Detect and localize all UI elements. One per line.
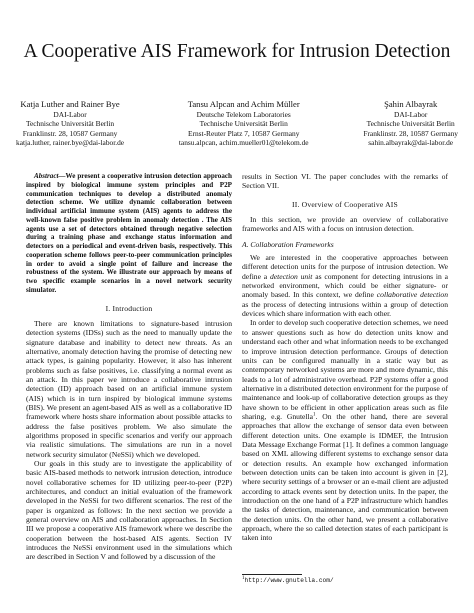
author-names: Katja Luther and Rainer Bye	[20, 99, 120, 109]
author-email: sahin.albayrak@dai-labor.de	[368, 137, 454, 147]
section-heading-overview: II. Overview of Cooperative AIS	[292, 199, 398, 209]
paragraph: results in Section VI. The paper concludes with the remarks of Section VII.	[242, 172, 448, 191]
author-affiliation: Deutsche Telekom Laboratories	[196, 110, 291, 119]
subsection-heading: A. Collaboration Frameworks	[242, 239, 334, 249]
paragraph: Our goals in this study are to investigate the applicability of basic AIS-based methods to network intrusion detection, introduce novel collaborative schemes for ID utilizing peer-to-peer (P2P) architectures, and conduct an initial evaluation of the framework developed in the NeSSi for two different scenarios. The rest of the paper is organized as follows: In the next section we provide a general overview on AIS and collaboration approaches. In Section III we propose a cooperative AIS framework where we describe the cooperation between the host-based AIS agents. Section IV introduces the NeSSi environment used in the simulations which are described in Section V and followed by a discussion of the	[26, 459, 232, 562]
author-block	[16, 99, 458, 147]
section-heading-introduction: I. Introduction	[105, 303, 153, 313]
text-run: We are interested in the cooperative approaches between different detection units for the purpose of intrusion detection. We define a	[242, 253, 448, 281]
footnote-marker: 1	[313, 412, 316, 418]
author-address: Ernst-Reuter Platz 7, 10587 Germany	[188, 128, 300, 138]
footnote-number: 1	[242, 575, 245, 581]
author-names: Tansu Alpcan and Achim Müller	[187, 99, 300, 109]
text-run: In order to develop such cooperative detection schemes, we need to answer questions such as how do detection units know and understand each other and what information needs to be exchanged to improve intrusion detection performance. Groups of detection units can be configured manually in a static way but as contemporary networked systems are more and more dynamic, this leads to a lot of administrative overhead. P2P systems offer a good alternative in a distributed detection environment for the purpose of maintenance and look-up of collaborative detection groups as they have shown to be efficient in other application areas such as file sharing, e.g. Gnutella	[242, 318, 448, 421]
author-address: Franklinstr. 28, 10587 Germany	[22, 128, 118, 138]
author-affiliation: DAI-Labor	[53, 110, 87, 119]
author-institution: Technische Universität Berlin	[366, 119, 455, 129]
text-run: as component for detecting intrusions in a networked environment, which could be either signature- or anomaly based. In this context, we define	[242, 271, 449, 300]
term-emphasis: collaborative detection	[376, 290, 448, 300]
footnote-divider	[242, 574, 302, 575]
paper-title: A Cooperative AIS Framework for Intrusion Detection	[23, 41, 451, 62]
author-email: katja.luther, rainer.bye@dai-labor.de	[16, 137, 125, 147]
abstract-lead: Abstract—	[34, 172, 66, 180]
author-affiliation: DAI-Labor	[394, 110, 428, 119]
right-column	[242, 172, 448, 543]
footnote	[242, 577, 334, 585]
text-run: . On the other hand, there are several approaches that allow the exchange of sensor data even between different detection units. One example is IDMEF, the Intrusion Data Message Exchange Format [1]. It defines a common language based on XML allowing different systems to exchange sensor data or detection results. An example how exchanged information between detection units can be taken into account is given in [2], where security settings of a browser or an e-mail client are adjusted according to attack events sent by detection units. In the paper, the introduction on the one hand of a P2P infrastructure which handles the tasks of detection, maintenance, and communication between the detection units. On the other hand, we present a collaborative approach, where the so called detection states of each participant is taken into	[242, 411, 448, 543]
term-emphasis: detection unit	[269, 271, 313, 281]
author-institution: Technische Universität Berlin	[25, 119, 115, 129]
paragraph	[242, 253, 448, 318]
author-email: tansu.alpcan, achim.mueller01@telekom.de	[178, 137, 309, 147]
left-column	[26, 172, 232, 562]
paragraph	[242, 318, 448, 542]
abstract-text: We present a cooperative intrusion detection approach inspired by biological immune system principles and P2P communication techniques to develop a distributed anomaly detection scheme. We utilize dynamic collaboration between individual artificial immune system (AIS) agents to address the well-known false positive problem in anomaly detection . The AIS agents use a set of detectors obtained through negative selection during a training phase and exchange status information and detectors on a periodical and event-driven basis, respectively. This cooperation scheme follows peer-to-peer communication principles in order to avoid a single point of failure and increase the robustness of the system. We illustrate our approach by means of two specific example scenarios in a novel network security simulator.	[26, 172, 232, 294]
text-run: as the process of detecting intrusions within a group of detection devices which share information with each other.	[242, 299, 448, 319]
author-address: Franklinstr. 28, 10587 Germany	[363, 128, 458, 138]
author-names: Şahin Albayrak	[384, 99, 438, 109]
author-institution: Technische Universität Berlin	[199, 119, 288, 129]
footnote-url: http://www.gnutella.com/	[244, 577, 334, 584]
author-group-3	[363, 99, 458, 147]
abstract	[26, 172, 232, 295]
paragraph: In this section, we provide an overview of collaborative frameworks and AIS with a focus on intrusion detection.	[242, 215, 448, 234]
paragraph: There are known limitations to signature-based intrusion detection systems (IDSs) such as the need to manually update the signature database and inability to detect new threats. As an alternative, anomaly detection having the promise of detecting new attack types, is gaining popularity. However, it also has inherent problems such as false positives, i.e. classifying a normal event as an attack. In this paper we introduce a collaborative intrusion detection (ID) approach based on an artificial immune system (AIS) which is in turn inspired by biological immune systems (BIS). We present an agent-based AIS as well as a collaborative ID framework where hosts share information about possible attacks to address the false positives problem. We also simulate the algorithms proposed in specific scenarios and verify our approach via realistic simulations. The simulations are run in a novel network security simulator (NeSSi) which we developed.	[26, 318, 232, 459]
author-group-2	[179, 99, 309, 147]
author-group-1	[16, 99, 124, 147]
